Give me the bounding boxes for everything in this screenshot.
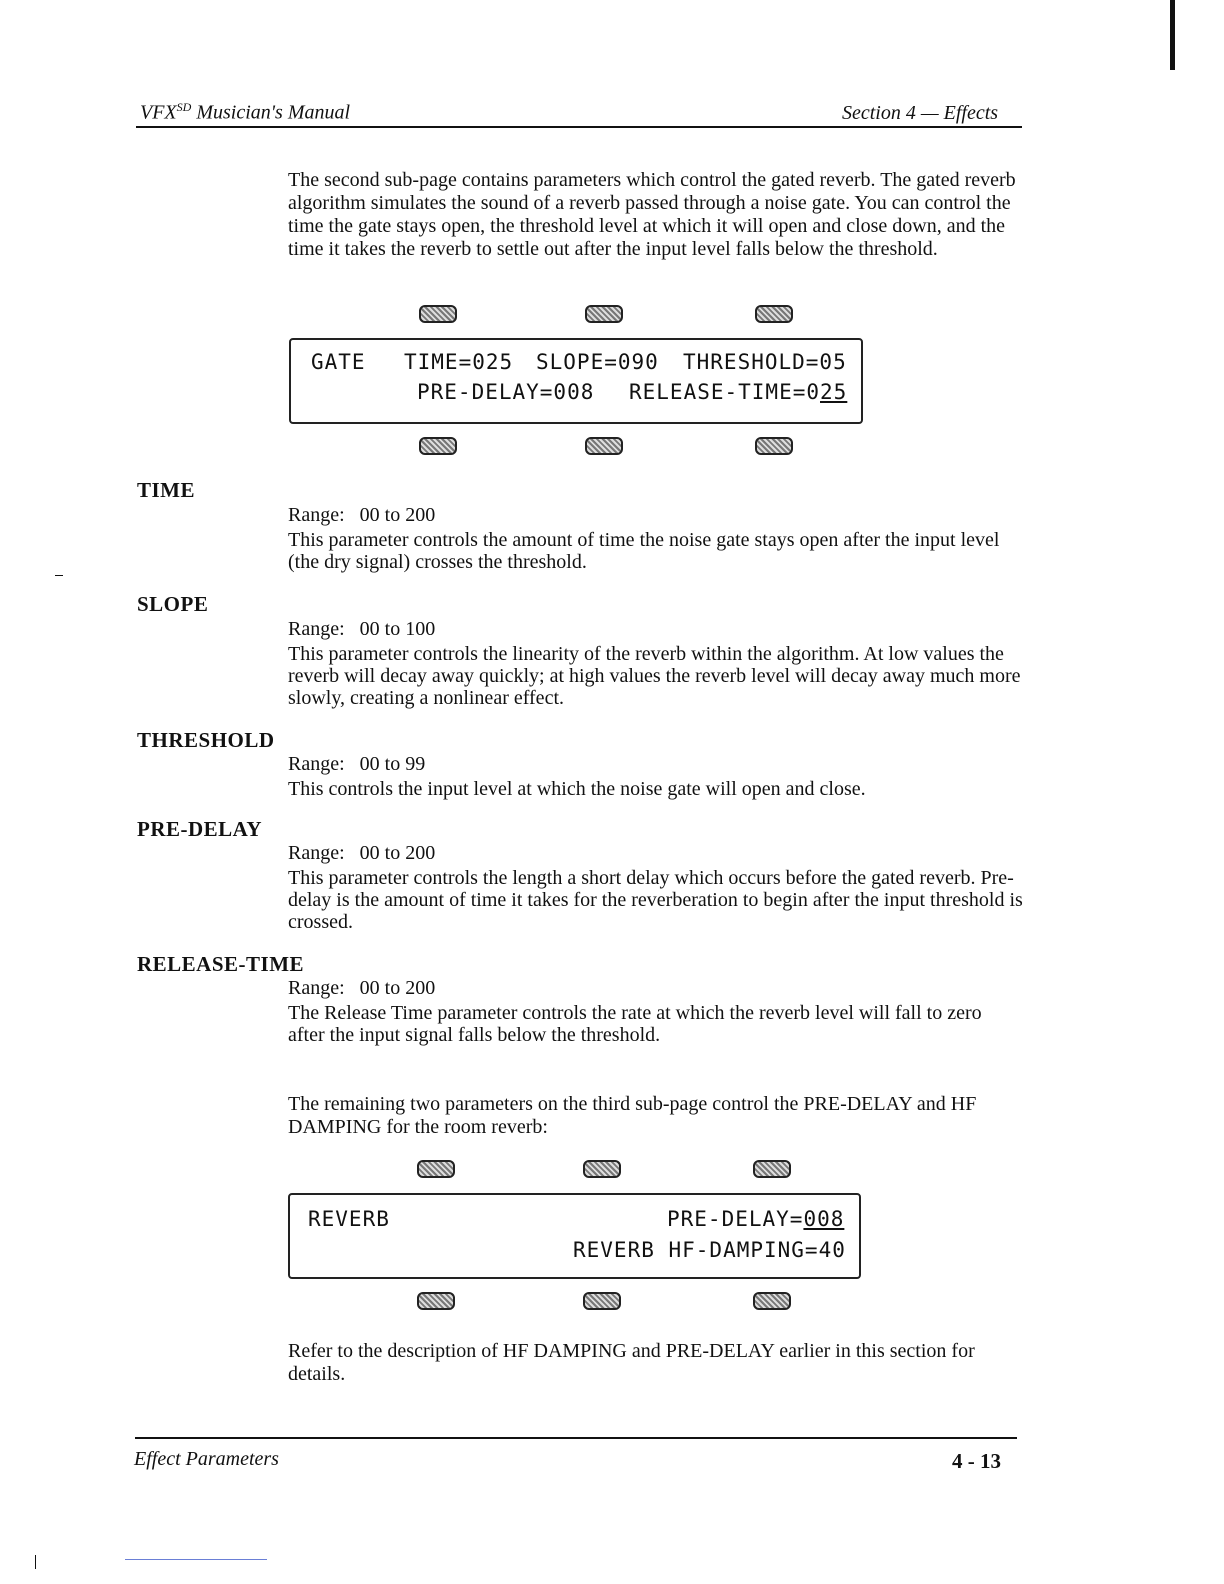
soft-button-icon [585, 437, 623, 455]
param-term-predelay: PRE-DELAY [137, 817, 263, 841]
scan-artifact-line [125, 1559, 267, 1560]
param-range: Range: 00 to 200 [288, 504, 436, 526]
manual-title: $VFX^{SD}$ Musician's Manual [140, 100, 351, 124]
soft-button-icon [417, 1160, 455, 1178]
soft-button-icon [419, 305, 457, 323]
header-rule [136, 126, 1022, 128]
param-description: This parameter controls the amount of time the noise gate stays open after the input level (the dry signal) crosses the threshold. [288, 529, 1000, 573]
lcd-time: TIME=025 [404, 350, 514, 374]
margin-tick [35, 1555, 36, 1569]
reverb-display [288, 1193, 861, 1279]
param-term-release-time: RELEASE-TIME [137, 952, 305, 976]
lcd-release-time: RELEASE-TIME=025 [629, 380, 848, 404]
remaining-paragraph: The remaining two parameters on the third sub-page control the PRE-DELAY and HF DAMPING for the room reverb: [288, 1093, 977, 1138]
param-range: Range: 00 to 99 [288, 753, 426, 775]
param-description: The Release Time parameter controls the rate at which the reverb level will fall to zero after the input signal falls below the threshold. [288, 1002, 982, 1046]
lcd-predelay: PRE-DELAY=008 [417, 380, 595, 404]
soft-button-icon [585, 305, 623, 323]
param-description: This controls the input level at which the noise gate will open and close. [288, 778, 866, 800]
param-term-slope: SLOPE [137, 592, 209, 616]
gate-reverb-display [289, 338, 863, 424]
soft-button-icon [583, 1160, 621, 1178]
refer-paragraph: Refer to the description of HF DAMPING and PRE-DELAY earlier in this section for details. [288, 1340, 975, 1385]
intro-paragraph: The second sub-page contains parameters which control the gated reverb. The gated reverb algorithm simulates the sound of a reverb passed through a noise gate. You can control the time the gate stays open, the threshold level at which it will open and close down, and the time it takes the reverb to settle out after the input level falls below the threshold. [288, 169, 1016, 260]
lcd-reverb-predelay: PRE-DELAY=008 [667, 1207, 845, 1231]
param-term-time: TIME [137, 478, 196, 502]
page-edge-mark [1170, 0, 1175, 70]
margin-tick [55, 575, 63, 576]
param-range: Range: 00 to 200 [288, 842, 436, 864]
footer-section-name: Effect Parameters [134, 1448, 279, 1470]
param-description: This parameter controls the linearity of the reverb within the algorithm. At low values the reverb will decay away quickly; at high values the reverb level will decay away much more slowly, creating a nonlinear effect. [288, 643, 1021, 709]
param-description: This parameter controls the length a short delay which occurs before the gated reverb. Pre-delay is the amount of time it takes for the reverberation to begin after the input threshold is crossed. [288, 867, 1023, 933]
lcd-threshold: THRESHOLD=05 [683, 350, 847, 374]
soft-button-icon [419, 437, 457, 455]
soft-button-icon [417, 1292, 455, 1310]
lcd-slope: SLOPE=090 [536, 350, 659, 374]
param-range: Range: 00 to 200 [288, 977, 436, 999]
soft-button-icon [755, 305, 793, 323]
soft-button-icon [755, 437, 793, 455]
section-title: Section 4 — Effects [842, 102, 999, 124]
lcd-gate-label: GATE [311, 350, 366, 374]
param-term-threshold: THRESHOLD [137, 728, 275, 752]
lcd-reverb-label: REVERB [308, 1207, 390, 1231]
soft-button-icon [583, 1292, 621, 1310]
soft-button-icon [753, 1292, 791, 1310]
footer-rule [135, 1437, 1017, 1439]
lcd-hf-damping: REVERB HF-DAMPING=40 [573, 1238, 846, 1262]
page-number: 4 - 13 [952, 1449, 1001, 1473]
param-range: Range: 00 to 100 [288, 618, 436, 640]
soft-button-icon [753, 1160, 791, 1178]
